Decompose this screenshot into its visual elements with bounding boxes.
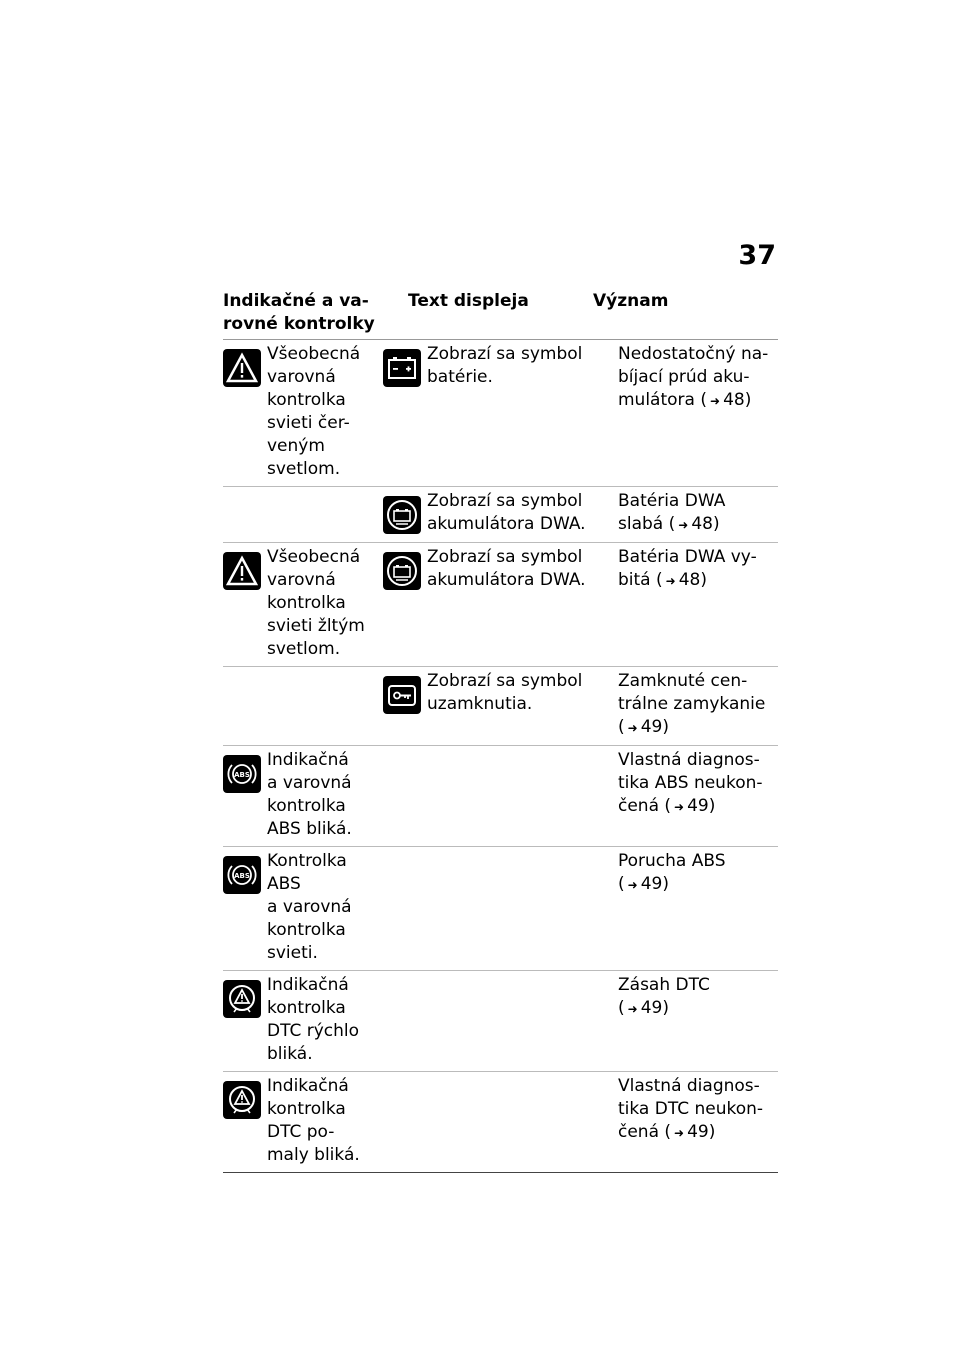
- table-row: [223, 340, 778, 487]
- table-row: [223, 746, 778, 847]
- reference-page: 48): [691, 514, 720, 534]
- reference-arrow-icon: ➜: [710, 394, 721, 408]
- meaning-cell: [618, 850, 778, 965]
- reference-page: 49): [640, 717, 669, 737]
- indicator-cell: [223, 974, 383, 1066]
- page-reference-link[interactable]: ( ➜ 49): [659, 796, 716, 816]
- display-cell: [383, 546, 618, 661]
- display-text: [383, 850, 618, 965]
- page-reference-link[interactable]: ( ➜ 49): [618, 998, 669, 1018]
- dtc-icon: [223, 1081, 261, 1119]
- table-row: [223, 847, 778, 971]
- display-text: [383, 749, 618, 841]
- abs-icon: [223, 856, 261, 894]
- indicator-text: Indikačná a varovná kontrolka ABS bliká.: [267, 750, 352, 839]
- meaning-cell: [618, 670, 778, 740]
- meaning-text: Porucha ABS: [618, 851, 726, 871]
- indicator-cell: [223, 850, 383, 965]
- page-reference-link[interactable]: ( ➜ 48): [650, 570, 707, 590]
- display-text: Zobrazí sa symbol akumulátora DWA.: [427, 547, 586, 590]
- reference-page: 49): [640, 998, 669, 1018]
- reference-page: 48): [678, 570, 707, 590]
- display-cell: [383, 490, 618, 537]
- display-cell: [383, 749, 618, 841]
- abs-icon: [223, 755, 261, 793]
- table-row: [223, 971, 778, 1072]
- display-text: Zobrazí sa symbol akumulátora DWA.: [427, 491, 586, 534]
- meaning-text: Zamknuté cen- trálne zamykanie: [618, 671, 766, 714]
- reference-arrow-icon: ➜: [627, 878, 638, 892]
- meaning-cell: [618, 343, 778, 481]
- reference-page: 48): [723, 390, 752, 410]
- reference-arrow-icon: ➜: [665, 574, 676, 588]
- reference-page: 49): [640, 874, 669, 894]
- meaning-text: Batéria DWA vy- bitá: [618, 547, 757, 590]
- display-cell: [383, 850, 618, 965]
- display-cell: [383, 1075, 618, 1167]
- table-row: [223, 667, 778, 746]
- warning-triangle-icon: [223, 552, 261, 590]
- indicator-text: Indikačná kontrolka DTC rýchlo bliká.: [267, 975, 360, 1064]
- header-meaning: Význam: [593, 291, 669, 311]
- indicator-text: Všeobecná varovná kontrolka svieti žltým svetlom.: [267, 547, 365, 659]
- reference-arrow-icon: ➜: [674, 1126, 685, 1140]
- table-header: [223, 290, 778, 340]
- indicator-cell: [223, 1075, 383, 1167]
- display-text: [383, 974, 618, 1066]
- display-cell: [383, 974, 618, 1066]
- meaning-text: Vlastná diagnos- tika DTC neukon- čená: [618, 1076, 764, 1142]
- indicator-cell: [223, 749, 383, 841]
- reference-arrow-icon: ➜: [678, 518, 689, 532]
- meaning-cell: [618, 490, 778, 537]
- display-text: Zobrazí sa symbol batérie.: [427, 344, 583, 387]
- meaning-text: Nedostatočný na- bíjací prúd aku- mulátora: [618, 344, 769, 410]
- page-reference-link[interactable]: ( ➜ 49): [618, 874, 669, 894]
- svg-text:ABS: ABS: [234, 872, 250, 880]
- warning-triangle-icon: [223, 349, 261, 387]
- display-cell: [383, 343, 618, 481]
- svg-text:ABS: ABS: [234, 771, 250, 779]
- reference-arrow-icon: ➜: [627, 721, 638, 735]
- dwa-battery-icon: [383, 496, 421, 534]
- header-indicator: Indikačné a va- rovné kontrolky: [223, 291, 375, 334]
- display-cell: [383, 670, 618, 740]
- indicator-table: [223, 290, 778, 1173]
- page-reference-link[interactable]: ( ➜ 49): [659, 1122, 716, 1142]
- reference-page: 49): [687, 1122, 716, 1142]
- indicator-cell: [223, 670, 383, 740]
- indicator-text: Všeobecná varovná kontrolka svieti čer- veným svetlom.: [267, 344, 361, 479]
- page-reference-link[interactable]: ( ➜ 48): [694, 390, 752, 410]
- reference-arrow-icon: ➜: [627, 1002, 638, 1016]
- page-number: 37: [738, 240, 776, 271]
- indicator-cell: [223, 343, 383, 481]
- meaning-text: Batéria DWA slabá: [618, 491, 726, 534]
- reference-arrow-icon: ➜: [674, 800, 685, 814]
- indicator-cell: [223, 546, 383, 661]
- table-row: [223, 543, 778, 667]
- meaning-cell: [618, 974, 778, 1066]
- dtc-icon: [223, 980, 261, 1018]
- meaning-text: Vlastná diagnos- tika ABS neukon- čená: [618, 750, 763, 816]
- meaning-cell: [618, 1075, 778, 1167]
- header-display: Text displeja: [408, 291, 529, 311]
- indicator-text: [223, 670, 383, 740]
- battery-icon: [383, 349, 421, 387]
- dwa-battery-icon: [383, 552, 421, 590]
- indicator-text: [223, 490, 383, 537]
- page-reference-link[interactable]: ( ➜ 48): [663, 514, 720, 534]
- display-text: [383, 1075, 618, 1167]
- meaning-cell: [618, 546, 778, 661]
- table-row: [223, 1072, 778, 1173]
- lock-key-icon: [383, 676, 421, 714]
- table-row: [223, 487, 778, 543]
- meaning-text: Zásah DTC: [618, 975, 710, 995]
- indicator-cell: [223, 490, 383, 537]
- reference-page: 49): [687, 796, 716, 816]
- meaning-cell: [618, 749, 778, 841]
- table-body: [223, 340, 778, 1173]
- indicator-text: Indikačná kontrolka DTC po- maly bliká.: [267, 1076, 360, 1165]
- page-reference-link[interactable]: ( ➜ 49): [618, 717, 669, 737]
- indicator-text: Kontrolka ABS a varovná kontrolka svieti.: [267, 851, 352, 963]
- display-text: Zobrazí sa symbol uzamknutia.: [427, 671, 583, 714]
